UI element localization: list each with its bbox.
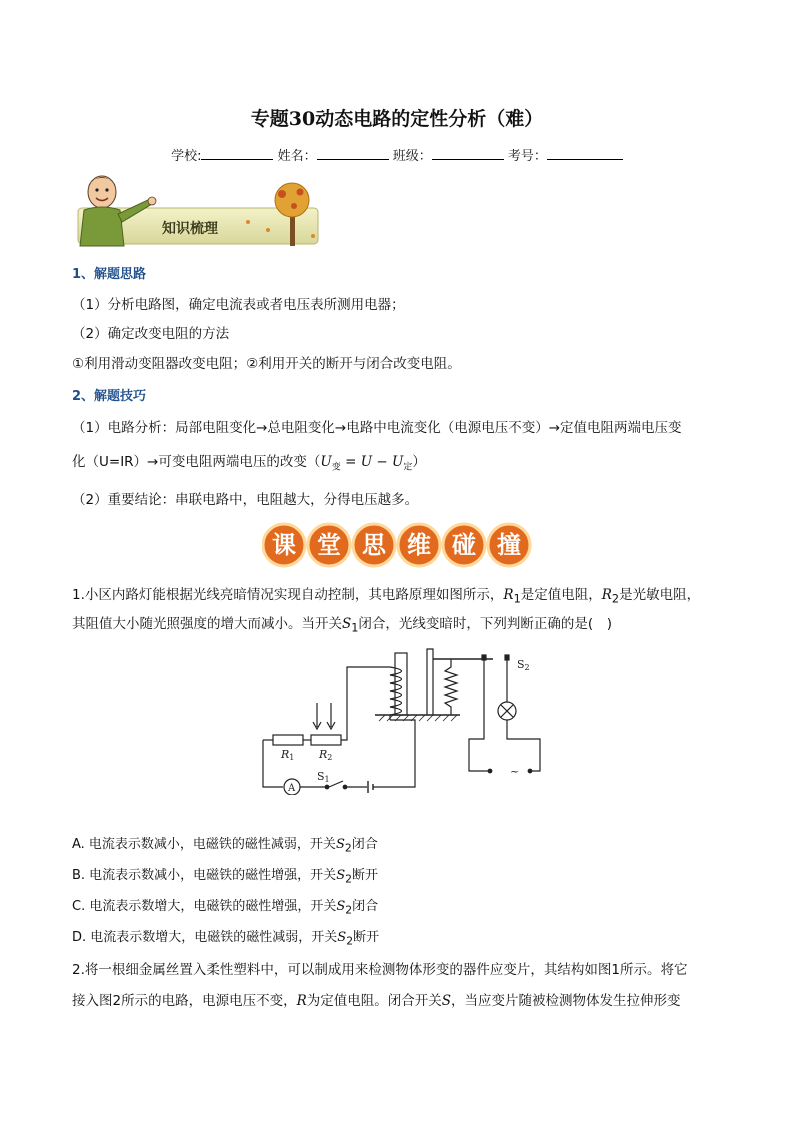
question-1-line-1: 1.小区内路灯能根据光线亮暗情况实现自动控制，其电路原理如图所示，$R_1$是定值电阻，$R_2$是光敏电阻， — [72, 587, 701, 606]
electromagnet-coil-icon — [390, 653, 407, 720]
armature-icon — [427, 649, 433, 715]
spring-icon — [445, 659, 457, 715]
approach-line-3: ①利用滑动变阻器改变电阻；②利用开关的断开与闭合改变电阻。 — [72, 356, 461, 372]
voltage-formula: $U_变 = U - U_定$ — [320, 454, 413, 473]
svg-text:R1: R1 — [281, 748, 295, 762]
light-arrow-icon — [327, 703, 335, 729]
stamp-char-tile — [263, 524, 305, 566]
page-title: 专题30动态电路的定性分析（难） — [250, 108, 544, 130]
option-d[interactable]: D. 电流表示数增大，电磁铁的磁性减弱，开关$S_2$断开 — [72, 930, 380, 948]
question-2-line-1: 2.将一根细金属丝置入柔性塑料中，可以制成用来检测物体形变的器件应变片，其结构如图1所示。将它 — [72, 962, 688, 978]
light-arrow-icon — [313, 703, 321, 729]
stamp-char: 堂 — [317, 531, 341, 559]
school-label: 学校: — [171, 149, 202, 164]
resistor-r1-icon — [273, 735, 303, 745]
svg-text:S2: S2 — [517, 658, 530, 672]
option-a[interactable]: A. 电流表示数减小，电磁铁的磁性减弱，开关$S_2$闭合 — [72, 837, 378, 855]
exam-no-label: 考号： — [507, 149, 547, 164]
stamp-char: 思 — [362, 531, 386, 559]
stamp-char: 撞 — [497, 531, 521, 559]
section-heading-skills: 2、解题技巧 — [72, 389, 147, 404]
question-2-line-2: 接入图2所示的电路，电源电压不变，R为定值电阻。闭合开关S，当应变片随被检测物体发生拉伸形变 — [72, 993, 681, 1009]
approach-line-2: （2）确定改变电阻的方法 — [72, 326, 230, 342]
school-field[interactable] — [201, 147, 273, 160]
circuit-diagram — [255, 645, 555, 795]
stamp-char-tile — [353, 524, 395, 566]
stamp-char-tile — [488, 524, 530, 566]
stamp-char: 碰 — [452, 531, 476, 559]
student-info-row — [0, 145, 794, 164]
ac-source-icon: ~ — [510, 765, 520, 778]
classroom-banner — [262, 520, 532, 570]
option-b[interactable]: B. 电流表示数减小，电磁铁的磁性增强，开关$S_2$断开 — [72, 868, 378, 886]
stamp-char: 课 — [272, 531, 296, 559]
skills-line-2-text: 化（U=IR）→可变电阻两端电压的改变（ — [72, 454, 321, 470]
knowledge-banner — [68, 170, 333, 248]
wire — [263, 740, 283, 787]
skills-line-3: （2）重要结论：串联电路中，电阻越大，分得电压越多。 — [72, 492, 419, 508]
class-label: 班级： — [392, 149, 432, 164]
skills-line-1: （1）电路分析：局部电阻变化→总电阻变化→电路中电流变化（电源电压不变）→定值电阻两端电压变 — [72, 420, 682, 436]
battery-icon — [368, 781, 373, 793]
exam-no-field[interactable] — [547, 147, 623, 160]
class-field[interactable] — [432, 147, 504, 160]
question-1-line-2: 其阻值大小随光照强度的增大而减小。当开关$S_1$闭合，光线变暗时，下列判断正确的是( ) — [72, 616, 612, 635]
stamp-char-tile — [308, 524, 350, 566]
skills-line-2: 化（U=IR）→可变电阻两端电压的改变$(U_变 = U - U_定)$ — [72, 454, 426, 473]
stamp-char-tile — [443, 524, 485, 566]
approach-line-1: （1）分析电路图，确定电流表或者电压表所测用电器； — [72, 297, 405, 313]
name-field[interactable] — [317, 147, 389, 160]
svg-text:A: A — [288, 783, 296, 794]
option-c[interactable]: C. 电流表示数增大，电磁铁的磁性增强，开关$S_2$闭合 — [72, 899, 379, 917]
stamp-char-tile — [398, 524, 440, 566]
section-heading-approach: 1、解题思路 — [72, 267, 147, 282]
stamp-char: 维 — [407, 531, 431, 559]
name-label: 姓名： — [277, 149, 317, 164]
banner-label: 知识梳理 — [162, 221, 218, 237]
svg-text:S1: S1 — [317, 770, 330, 784]
svg-text:R2: R2 — [319, 748, 333, 762]
photoresistor-r2-icon — [311, 735, 341, 745]
switch-s1-icon — [329, 781, 343, 787]
